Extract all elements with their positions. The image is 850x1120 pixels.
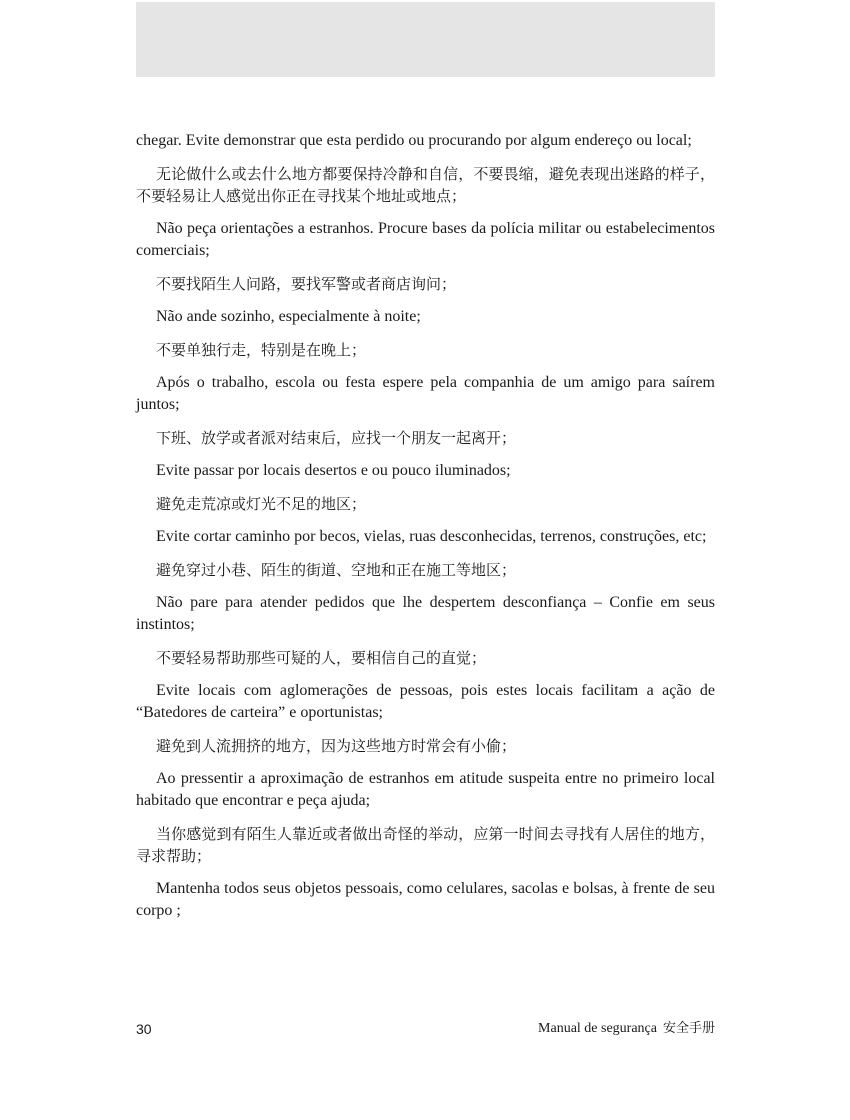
paragraph-zh: 不要单独行走，特别是在晚上； bbox=[156, 341, 367, 359]
paragraph-pt: Evite cortar caminho por becos, vielas, ruas desconhecidas, terrenos, construções, etc; bbox=[156, 528, 707, 545]
paragraph-pt: Ao pressentir a aproximação de estranhos em atitude suspeita entre no primeiro local habitado que encontrar e peça ajuda; bbox=[136, 770, 715, 809]
running-title-zh: 安全手册 bbox=[662, 1021, 715, 1036]
paragraph-pt: Mantenha todos seus objetos pessoais, como celulares, sacolas e bolsas, à frente de seu corpo ; bbox=[136, 880, 715, 919]
paragraph-pt: Evite locais com aglomerações de pessoas, pois estes locais facilitam a ação de “Batedores de carteira” e oportunistas; bbox=[136, 682, 715, 721]
paragraph-pt: Não peça orientações a estranhos. Procure bases da polícia militar ou estabelecimentos comerciais; bbox=[136, 220, 715, 259]
paragraph-zh: 避免走荒凉或灯光不足的地区； bbox=[156, 495, 367, 513]
paragraph-pt: Após o trabalho, escola ou festa espere pela companhia de um amigo para saírem juntos; bbox=[136, 374, 715, 413]
paragraph-pt: Não pare para atender pedidos que lhe despertem desconfiança – Confie em seus instintos; bbox=[136, 594, 715, 633]
running-title-pt: Manual de segurança bbox=[538, 1021, 657, 1036]
paragraph-zh: 避免到人流拥挤的地方，因为这些地方时常会有小偷； bbox=[156, 737, 517, 755]
paragraph-zh: 避免穿过小巷、陌生的街道、空地和正在施工等地区； bbox=[156, 561, 517, 579]
running-title bbox=[538, 1019, 715, 1039]
paragraph-pt: chegar. Evite demonstrar que esta perdido ou procurando por algum endereço ou local; bbox=[136, 132, 692, 149]
paragraph-pt: Não ande sozinho, especialmente à noite; bbox=[156, 308, 421, 325]
page-footer bbox=[136, 1019, 715, 1039]
paragraph-pt: Evite passar por locais desertos e ou pouco iluminados; bbox=[156, 462, 511, 479]
paragraph-zh: 不要轻易帮助那些可疑的人，要相信自己的直觉； bbox=[156, 649, 487, 667]
paragraph-zh: 不要找陌生人问路，要找军警或者商店询问； bbox=[156, 275, 457, 293]
paragraph-zh: 无论做什么或去什么地方都要保持冷静和自信，不要畏缩，避免表现出迷路的样子，不要轻易让人感觉出你正在寻找某个地址或地点； bbox=[136, 165, 715, 205]
page-number: 30 bbox=[136, 1021, 152, 1037]
header-band bbox=[136, 2, 715, 77]
paragraph-zh: 当你感觉到有陌生人靠近或者做出奇怪的举动，应第一时间去寻找有人居住的地方，寻求帮助； bbox=[136, 825, 715, 865]
body-text bbox=[136, 130, 715, 933]
paragraph-zh: 下班、放学或者派对结束后，应找一个朋友一起离开； bbox=[156, 429, 517, 447]
